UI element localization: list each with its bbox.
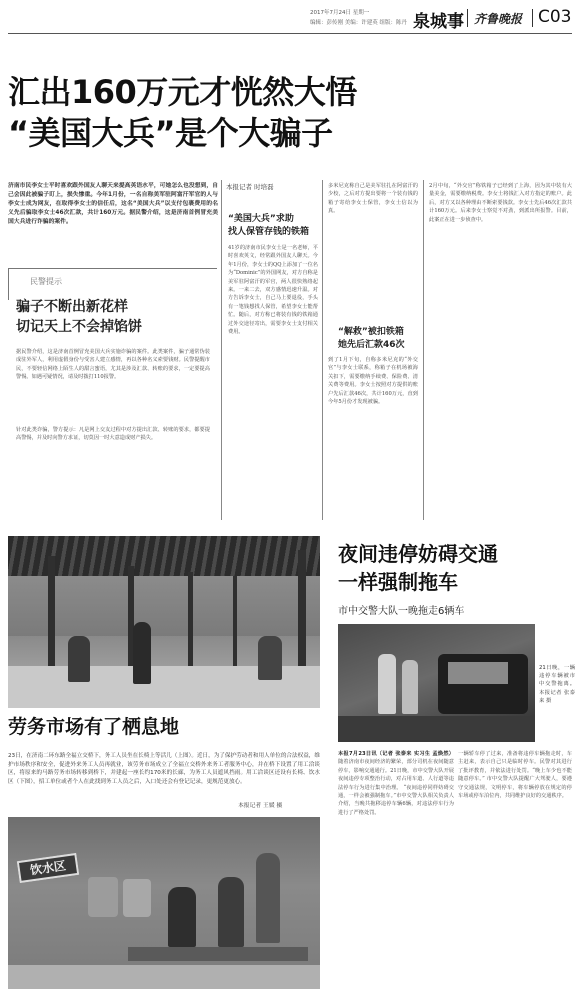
lead-summary: 济南市民李女士平时喜欢跟外国友人聊天来提高英语水平，可她怎么也没想到，自己会因此被骗子盯上，损失惨重。今年1月份，一名自称美军驻阿富汗军官的人与李女士成为网友，在取得李女士的信任后，这名“美国大兵”以支付包裹费用的名义先后骗取李女士46次汇款，共计160万元。据民警介绍，这是济南首例冒充美国大兵进行诈骗的案件。 xyxy=(8,183,218,225)
divider-bar xyxy=(467,9,468,27)
warning-body-2: 针对此类诈骗，警方提示：凡是网上交友过程中对方提出汇款、转账的要求，都要提高警惕，并及时向警方求证，切莫因一时大意造成财产损失。 xyxy=(16,427,210,442)
officer-figure xyxy=(402,660,418,714)
water-barrel xyxy=(123,879,151,917)
col-b-body-2: 到了1月下旬，自称多米尼克的“外交官”与李女士联系，称箱子在机场被海关扣下，需要缴纳手续费、保险费、清关费等费用。李女士按照对方提供的账户先后汇款46次，共计160万元，直到今年5月份才发现被骗。 xyxy=(328,357,418,406)
tow-body-text: 一辆轿车停了过来，准备将违停车辆拖走时，车主赶来，表示自己只是临时停车。民警对其进行了批评教育，并依法进行处罚。“晚上车少也不能随意停车。” xyxy=(458,751,572,783)
drinking-water-sign-text: 饮水区 xyxy=(29,858,67,878)
market-photo-credit: 本报记者 王媛 摄 xyxy=(238,803,283,809)
corridor-pillar xyxy=(233,576,237,676)
column-rule xyxy=(423,180,424,520)
lead-headline-line-2: “美国大兵”是个大骗子 xyxy=(8,114,333,152)
tow-subhead: 市中交警大队一晚拖走6辆车 xyxy=(338,606,465,617)
water-barrel xyxy=(88,877,118,917)
newspaper-logo: 齐鲁晚报 xyxy=(474,12,523,26)
tow-body-text: 随着济南市夜间经济的繁荣，部分司机在夜间随意停车，影响交通通行。21日晚，市中交警大队开展夜间违停专项整治行动，对占用车道、人行道等违法停车行为进行集中治理。 xyxy=(338,759,454,791)
bench xyxy=(128,947,308,961)
divider-bar xyxy=(532,9,533,27)
tow-body-1 xyxy=(338,750,454,990)
street-ground xyxy=(338,716,535,742)
warning-kicker: 民警提示 xyxy=(30,277,62,286)
warning-title-2: 切记天上不会掉馅饼 xyxy=(16,319,142,335)
tow-body-2 xyxy=(458,750,572,990)
tow-body-text: 市中交警大队提醒广大驾驶人，要遵守交通法规，文明停车，将车辆停放在规定的停车场或停车泊位内，共同维护良好的交通秩序。 xyxy=(458,776,572,800)
market-body: 23日，在济南二环东路全福立交桥下，务工人员坐在长椅上等活儿（上图）。近日，为了保护劳动者和用人单位的合法权益，维护市场秩序和安全，促进外来务工人员再就业，该劳务市场成立了全福立交桥外来务工者服务中心，并在桥下设置了用工洽谈区，将原来的马路劳务市场转移到桥下，并建起一座长约170米的长廊，为务工人员遮风挡雨。用工洽谈区还设有长椅、饮水区（下图），招工单位或者个人在此找到务工人员之后，入口处还会有登记记录，更规范更放心。 xyxy=(8,753,320,786)
masthead xyxy=(0,0,580,34)
col-a-title-1: “美国大兵”求助 xyxy=(228,214,294,224)
worker-figure xyxy=(256,853,280,943)
warning-box xyxy=(8,262,217,526)
lead-headline-line-1: 汇出160万元才恍然大悟 xyxy=(8,73,357,111)
photo-drinking-water-area xyxy=(8,817,320,989)
section-name: 泉城事 xyxy=(413,12,464,32)
column-rule xyxy=(221,180,222,520)
warning-body: 据民警介绍，这是济南首例冒充美国大兵实施诈骗的案件。此类案件，骗子通常伪装成驻外军人，利用虚假身份与受害人建立感情，再以各种名义索要钱财。民警提醒市民，不要轻信网络上陌生人的甜言蜜语，尤其是涉及汇款、转账的要求，一定要提高警惕。如遇可疑情况，请及时拨打110报警。 xyxy=(16,349,210,381)
worker-figure xyxy=(68,636,90,682)
worker-figure xyxy=(218,877,244,947)
ground xyxy=(8,965,320,989)
drinking-water-sign xyxy=(17,853,79,883)
issue-date: 2017年7月24日 星期一 xyxy=(310,10,370,16)
photo-labor-market-corridor xyxy=(8,536,320,708)
photo-tow-truck xyxy=(338,624,535,742)
col-b-title-2: 她先后汇款46次 xyxy=(338,340,405,350)
tow-headline-1: 夜间违停妨碍交通 xyxy=(338,542,498,566)
col-b-title-1: “解救”被扣铁箱 xyxy=(338,327,404,337)
lead-byline: 本报记者 时培磊 xyxy=(226,183,274,191)
warning-title-1: 骗子不断出新花样 xyxy=(16,299,128,315)
tow-headline-2: 一样强制拖车 xyxy=(338,570,458,594)
column-rule xyxy=(322,180,323,520)
editor-credits: 编辑：彭传刚 美编：许建英 组版：陈丹 xyxy=(310,20,407,26)
header-rule xyxy=(8,33,572,34)
page-number: C03 xyxy=(538,7,572,27)
tow-photo-caption: 21日晚，一辆违停车辆被市中交警拖离。本报记者 张泰来 摄 xyxy=(539,665,575,704)
tow-byline: 本报7月23日讯（记者 张泰来 实习生 孟焕然） xyxy=(338,751,454,757)
col-a-title-2: 找人保管存钱的铁箱 xyxy=(228,227,310,237)
col-a-body: 41岁的济南市民李女士是一名老师，平时喜欢英文，经常跟外国友人聊天。今年1月份，李女士的QQ上添加了一位名为“Dominic”的外国网友，对方自称是美军驻阿富汗的军官，两人很快熟络起来。一来二去，双方感情迅速升温。对方告诉李女士，自己马上要退役，手头有一笔钱想找人保管，希望李女士能帮忙。随后，对方称已将装有钱的铁箱通过外交途径寄出，需要李女士支付相关费用。 xyxy=(228,245,318,336)
officer-figure xyxy=(378,654,396,714)
tow-vehicle-window xyxy=(448,662,508,684)
market-headline: 劳务市场有了栖息地 xyxy=(8,716,180,738)
worker-figure xyxy=(168,887,196,947)
col-c-body: 2月中旬，“外交官”称铁箱子已经到了上海，因为其中装有大量美金，需要缴纳税费。李女士将钱汇入对方指定的账户。此后，对方又以各种理由不断索要钱款。李女士先后46次汇款共计160万元。后来李女士察觉不对劲，到派出所报警。目前，此案正在进一步侦查中。 xyxy=(429,183,572,223)
worker-figure xyxy=(258,636,282,680)
worker-figure xyxy=(133,622,151,684)
col-b-body-1: 多米尼克称自己是美军驻扎在阿富汗的少校，之后对方提出要将一个装有钱的箱子寄给李女士保管，李女士信以为真。 xyxy=(328,183,418,215)
tow-body-text: “夜间违停同样妨碍交通，一样会被强制拖车。”市中交警大队相关负责人介绍，当晚共拖移违停车辆6辆，对违法停车行为进行了严格处罚。 xyxy=(338,784,454,816)
